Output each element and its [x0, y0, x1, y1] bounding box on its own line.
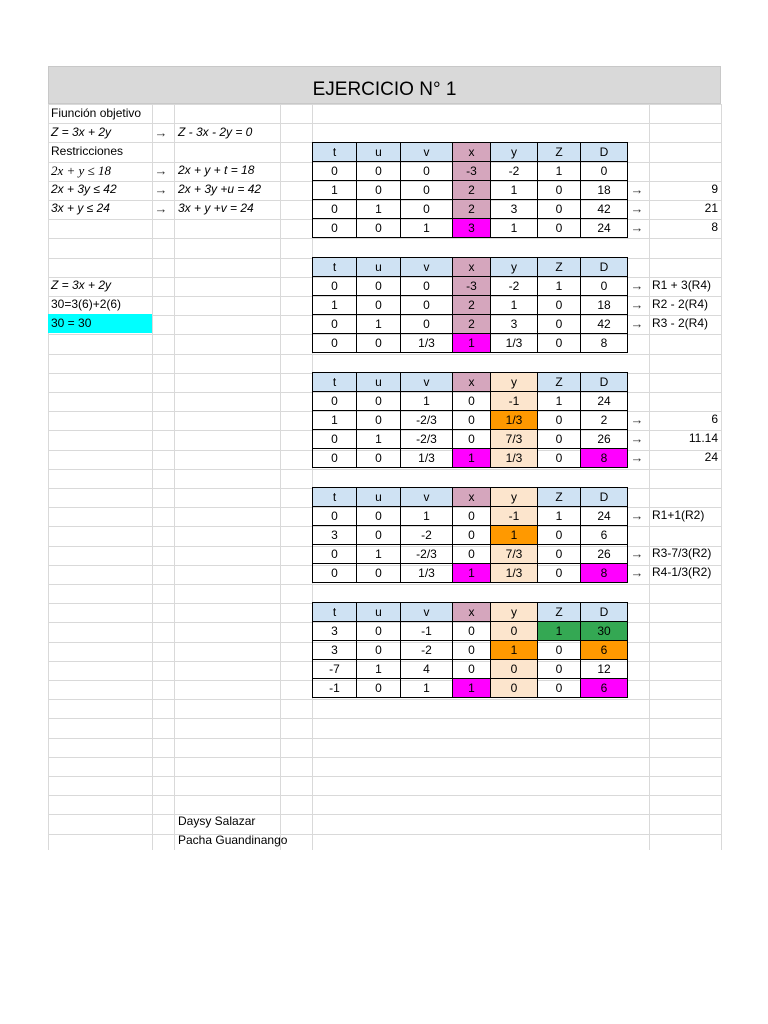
table-header-cell: u [356, 142, 401, 162]
table-cell: 0 [356, 621, 401, 641]
grid-line [48, 814, 721, 815]
arrow-icon: → [630, 412, 644, 427]
table-header-cell: D [580, 487, 628, 507]
grid-line [48, 776, 721, 777]
arrow-icon: → [154, 201, 168, 216]
table-header-cell: Z [537, 257, 581, 277]
table-cell: 0 [537, 448, 581, 468]
table-cell: 3 [312, 621, 357, 641]
ratio-value: 6 [711, 412, 718, 426]
grid-line [48, 354, 721, 355]
table-header-cell: x [452, 257, 491, 277]
grid-line [48, 104, 49, 850]
restriction-1: 2x + y ≤ 18 [51, 163, 111, 178]
table-cell: 0 [312, 448, 357, 468]
table-cell: 0 [537, 333, 581, 353]
ratio-value: 24 [704, 450, 718, 464]
table-cell: 0 [537, 659, 581, 679]
table-cell: 1 [452, 448, 491, 468]
table-header-cell: y [490, 257, 538, 277]
table-cell: 0 [312, 161, 357, 181]
table-cell: 1/3 [490, 410, 538, 430]
table-cell: 6 [580, 678, 628, 698]
table-cell: 0 [356, 391, 401, 411]
table-cell: 7/3 [490, 429, 538, 449]
row-operation: R1+1(R2) [652, 508, 705, 522]
arrow-icon: → [630, 201, 644, 216]
table-cell: 0 [490, 678, 538, 698]
table-cell: 8 [580, 333, 628, 353]
restriction-3-slack: 3x + y +v = 24 [178, 201, 254, 215]
grid-line [48, 584, 721, 585]
table-cell: 0 [400, 161, 453, 181]
table-cell: 1/3 [490, 448, 538, 468]
table-cell: -2 [490, 161, 538, 181]
arrow-icon: → [154, 125, 168, 140]
grid-line [48, 469, 721, 470]
table-cell: 0 [452, 659, 491, 679]
table-header-cell: x [452, 142, 491, 162]
table-cell: 1 [312, 180, 357, 200]
table-header-cell: Z [537, 602, 581, 622]
table-cell: 1 [537, 506, 581, 526]
table-cell: 3 [452, 218, 491, 238]
arrow-icon: → [154, 163, 168, 178]
table-header-cell: Z [537, 142, 581, 162]
table-cell: 1 [400, 506, 453, 526]
table-cell: 1 [356, 314, 401, 334]
table-cell: 2 [452, 180, 491, 200]
table-header-cell: t [312, 602, 357, 622]
check-result: 30 = 30 [48, 314, 152, 333]
table-cell: 0 [356, 678, 401, 698]
table-cell: 0 [356, 161, 401, 181]
table-cell: 0 [452, 429, 491, 449]
row-operation: R1 + 3(R4) [652, 278, 712, 292]
table-cell: 0 [452, 544, 491, 564]
grid-line [48, 795, 721, 796]
table-cell: 1 [312, 295, 357, 315]
table-cell: 6 [580, 525, 628, 545]
table-cell: 18 [580, 180, 628, 200]
table-cell: 24 [580, 391, 628, 411]
table-cell: 1 [356, 659, 401, 679]
table-cell: 0 [400, 314, 453, 334]
table-cell: 0 [312, 429, 357, 449]
table-cell: -2 [400, 640, 453, 660]
table-cell: 0 [452, 525, 491, 545]
table-cell: 0 [312, 391, 357, 411]
arrow-icon: → [630, 565, 644, 580]
table-cell: 0 [356, 180, 401, 200]
table-cell: -2/3 [400, 410, 453, 430]
objective-transformed: Z - 3x - 2y = 0 [178, 125, 253, 139]
ratio-value: 21 [704, 201, 718, 215]
table-cell: 0 [400, 295, 453, 315]
author-1: Daysy Salazar [178, 814, 256, 828]
table-cell: 0 [312, 199, 357, 219]
table-cell: -1 [312, 678, 357, 698]
table-cell: 1 [400, 678, 453, 698]
table-cell: 0 [537, 295, 581, 315]
table-cell: -2 [490, 276, 538, 296]
table-cell: 0 [537, 410, 581, 430]
table-cell: 0 [537, 563, 581, 583]
ratio-value: 11.14 [688, 431, 718, 445]
ratio-value: 8 [711, 220, 718, 234]
arrow-icon: → [630, 220, 644, 235]
table-cell: 0 [452, 506, 491, 526]
table-cell: 0 [580, 276, 628, 296]
arrow-icon: → [630, 450, 644, 465]
arrow-icon: → [630, 508, 644, 523]
table-cell: 3 [312, 525, 357, 545]
table-cell: 0 [312, 218, 357, 238]
table-cell: 0 [356, 506, 401, 526]
grid-line [48, 738, 721, 739]
table-header-cell: D [580, 602, 628, 622]
grid-line [48, 757, 721, 758]
table-cell: 0 [537, 218, 581, 238]
restrictions-label: Restricciones [51, 144, 124, 158]
table-cell: 1 [356, 199, 401, 219]
table-cell: 0 [356, 410, 401, 430]
table-cell: 0 [356, 218, 401, 238]
table-cell: 0 [312, 506, 357, 526]
row-operation: R3-7/3(R2) [652, 546, 712, 560]
table-cell: 24 [580, 506, 628, 526]
check-substitution: 30=3(6)+2(6) [51, 297, 122, 311]
table-cell: 1 [356, 544, 401, 564]
table-header-cell: y [490, 372, 538, 392]
table-cell: 0 [400, 199, 453, 219]
table-header-cell: D [580, 142, 628, 162]
page-title: EJERCICIO N° 1 [312, 79, 457, 100]
arrow-icon: → [630, 431, 644, 446]
table-cell: 26 [580, 429, 628, 449]
table-header-cell: v [400, 142, 453, 162]
table-cell: -3 [452, 161, 491, 181]
table-cell: 1 [452, 333, 491, 353]
table-cell: 0 [537, 525, 581, 545]
table-cell: 0 [537, 544, 581, 564]
table-cell: 2 [580, 410, 628, 430]
table-cell: 0 [452, 640, 491, 660]
table-cell: 6 [580, 640, 628, 660]
table-cell: 0 [312, 276, 357, 296]
table-cell: 1 [537, 391, 581, 411]
table-cell: 1/3 [400, 448, 453, 468]
table-cell: 24 [580, 218, 628, 238]
table-cell: 0 [312, 333, 357, 353]
table-header-cell: t [312, 487, 357, 507]
grid-line [174, 104, 175, 850]
row-operation: R3 - 2(R4) [652, 316, 709, 330]
table-cell: -2/3 [400, 429, 453, 449]
table-cell: 0 [356, 448, 401, 468]
table-cell: 0 [356, 525, 401, 545]
restriction-2-slack: 2x + 3y +u = 42 [178, 182, 262, 196]
table-cell: 3 [490, 199, 538, 219]
table-cell: 8 [580, 448, 628, 468]
table-cell: 1 [537, 276, 581, 296]
table-cell: 0 [537, 678, 581, 698]
table-cell: 0 [537, 314, 581, 334]
table-cell: 0 [312, 563, 357, 583]
table-header-cell: D [580, 257, 628, 277]
row-operation: R4-1/3(R2) [652, 565, 712, 579]
table-cell: 1/3 [400, 563, 453, 583]
table-header-cell: Z [537, 372, 581, 392]
ratio-value: 9 [711, 182, 718, 196]
table-cell: 26 [580, 544, 628, 564]
grid-line [280, 104, 281, 850]
table-cell: 0 [356, 333, 401, 353]
table-cell: 0 [580, 161, 628, 181]
table-cell: 3 [490, 314, 538, 334]
table-cell: 1 [490, 295, 538, 315]
table-header-cell: x [452, 487, 491, 507]
table-cell: 3 [312, 640, 357, 660]
table-header-cell: t [312, 257, 357, 277]
table-cell: 1 [452, 563, 491, 583]
check-equation: Z = 3x + 2y [51, 278, 112, 292]
table-cell: 30 [580, 621, 628, 641]
restriction-2: 2x + 3y ≤ 42 [51, 182, 117, 196]
table-cell: 0 [312, 544, 357, 564]
table-cell: 0 [537, 640, 581, 660]
table-header-cell: y [490, 487, 538, 507]
arrow-icon: → [630, 316, 644, 331]
table-cell: 1/3 [400, 333, 453, 353]
table-header-cell: v [400, 372, 453, 392]
table-cell: 1 [537, 161, 581, 181]
table-cell: 1 [400, 391, 453, 411]
table-header-cell: u [356, 372, 401, 392]
grid-line [48, 834, 721, 835]
table-cell: 12 [580, 659, 628, 679]
table-header-cell: Z [537, 487, 581, 507]
grid-line [48, 238, 721, 239]
table-header-cell: u [356, 257, 401, 277]
table-cell: 1 [537, 621, 581, 641]
table-header-cell: u [356, 487, 401, 507]
table-cell: -2/3 [400, 544, 453, 564]
table-cell: 1/3 [490, 563, 538, 583]
table-cell: 7/3 [490, 544, 538, 564]
grid-line [721, 104, 722, 850]
table-header-cell: u [356, 602, 401, 622]
arrow-icon: → [630, 182, 644, 197]
table-cell: 1 [452, 678, 491, 698]
table-cell: 1 [490, 525, 538, 545]
table-cell: 18 [580, 295, 628, 315]
arrow-icon: → [630, 278, 644, 293]
restriction-3: 3x + y ≤ 24 [51, 201, 110, 215]
table-header-cell: y [490, 142, 538, 162]
table-cell: 1 [356, 429, 401, 449]
table-cell: 0 [490, 659, 538, 679]
table-cell: 1 [312, 410, 357, 430]
table-cell: 0 [356, 563, 401, 583]
table-cell: 2 [452, 199, 491, 219]
table-cell: -1 [490, 506, 538, 526]
row-operation: R2 - 2(R4) [652, 297, 709, 311]
table-cell: 0 [312, 314, 357, 334]
table-header-cell: t [312, 142, 357, 162]
table-cell: 1 [490, 218, 538, 238]
table-header-cell: v [400, 487, 453, 507]
table-cell: 1 [400, 218, 453, 238]
table-cell: 0 [356, 276, 401, 296]
table-cell: -1 [400, 621, 453, 641]
table-cell: -2 [400, 525, 453, 545]
table-cell: -3 [452, 276, 491, 296]
objective-label: Fiunción objetivo [51, 106, 142, 120]
table-cell: 8 [580, 563, 628, 583]
author-2: Pacha Guandinango [178, 833, 288, 847]
table-header-cell: t [312, 372, 357, 392]
table-cell: -1 [490, 391, 538, 411]
table-cell: 4 [400, 659, 453, 679]
grid-line [48, 718, 721, 719]
table-cell: -7 [312, 659, 357, 679]
table-header-cell: v [400, 602, 453, 622]
table-cell: 42 [580, 199, 628, 219]
table-cell: 42 [580, 314, 628, 334]
table-cell: 0 [452, 410, 491, 430]
table-cell: 0 [356, 640, 401, 660]
table-cell: 0 [452, 391, 491, 411]
table-cell: 0 [537, 429, 581, 449]
objective-equation: Z = 3x + 2y [51, 125, 112, 139]
restriction-1-slack: 2x + y + t = 18 [178, 163, 255, 177]
table-cell: 1 [490, 180, 538, 200]
arrow-icon: → [630, 546, 644, 561]
table-header-cell: D [580, 372, 628, 392]
arrow-icon: → [630, 297, 644, 312]
table-cell: 2 [452, 314, 491, 334]
table-cell: 0 [537, 199, 581, 219]
table-header-cell: x [452, 602, 491, 622]
table-cell: 2 [452, 295, 491, 315]
table-cell: 0 [490, 621, 538, 641]
table-cell: 0 [400, 180, 453, 200]
table-cell: 1 [490, 640, 538, 660]
arrow-icon: → [154, 182, 168, 197]
table-header-cell: x [452, 372, 491, 392]
table-cell: 0 [452, 621, 491, 641]
table-cell: 0 [537, 180, 581, 200]
table-cell: 0 [400, 276, 453, 296]
table-cell: 1/3 [490, 333, 538, 353]
table-header-cell: y [490, 602, 538, 622]
grid-line [48, 699, 721, 700]
table-header-cell: v [400, 257, 453, 277]
table-cell: 0 [356, 295, 401, 315]
